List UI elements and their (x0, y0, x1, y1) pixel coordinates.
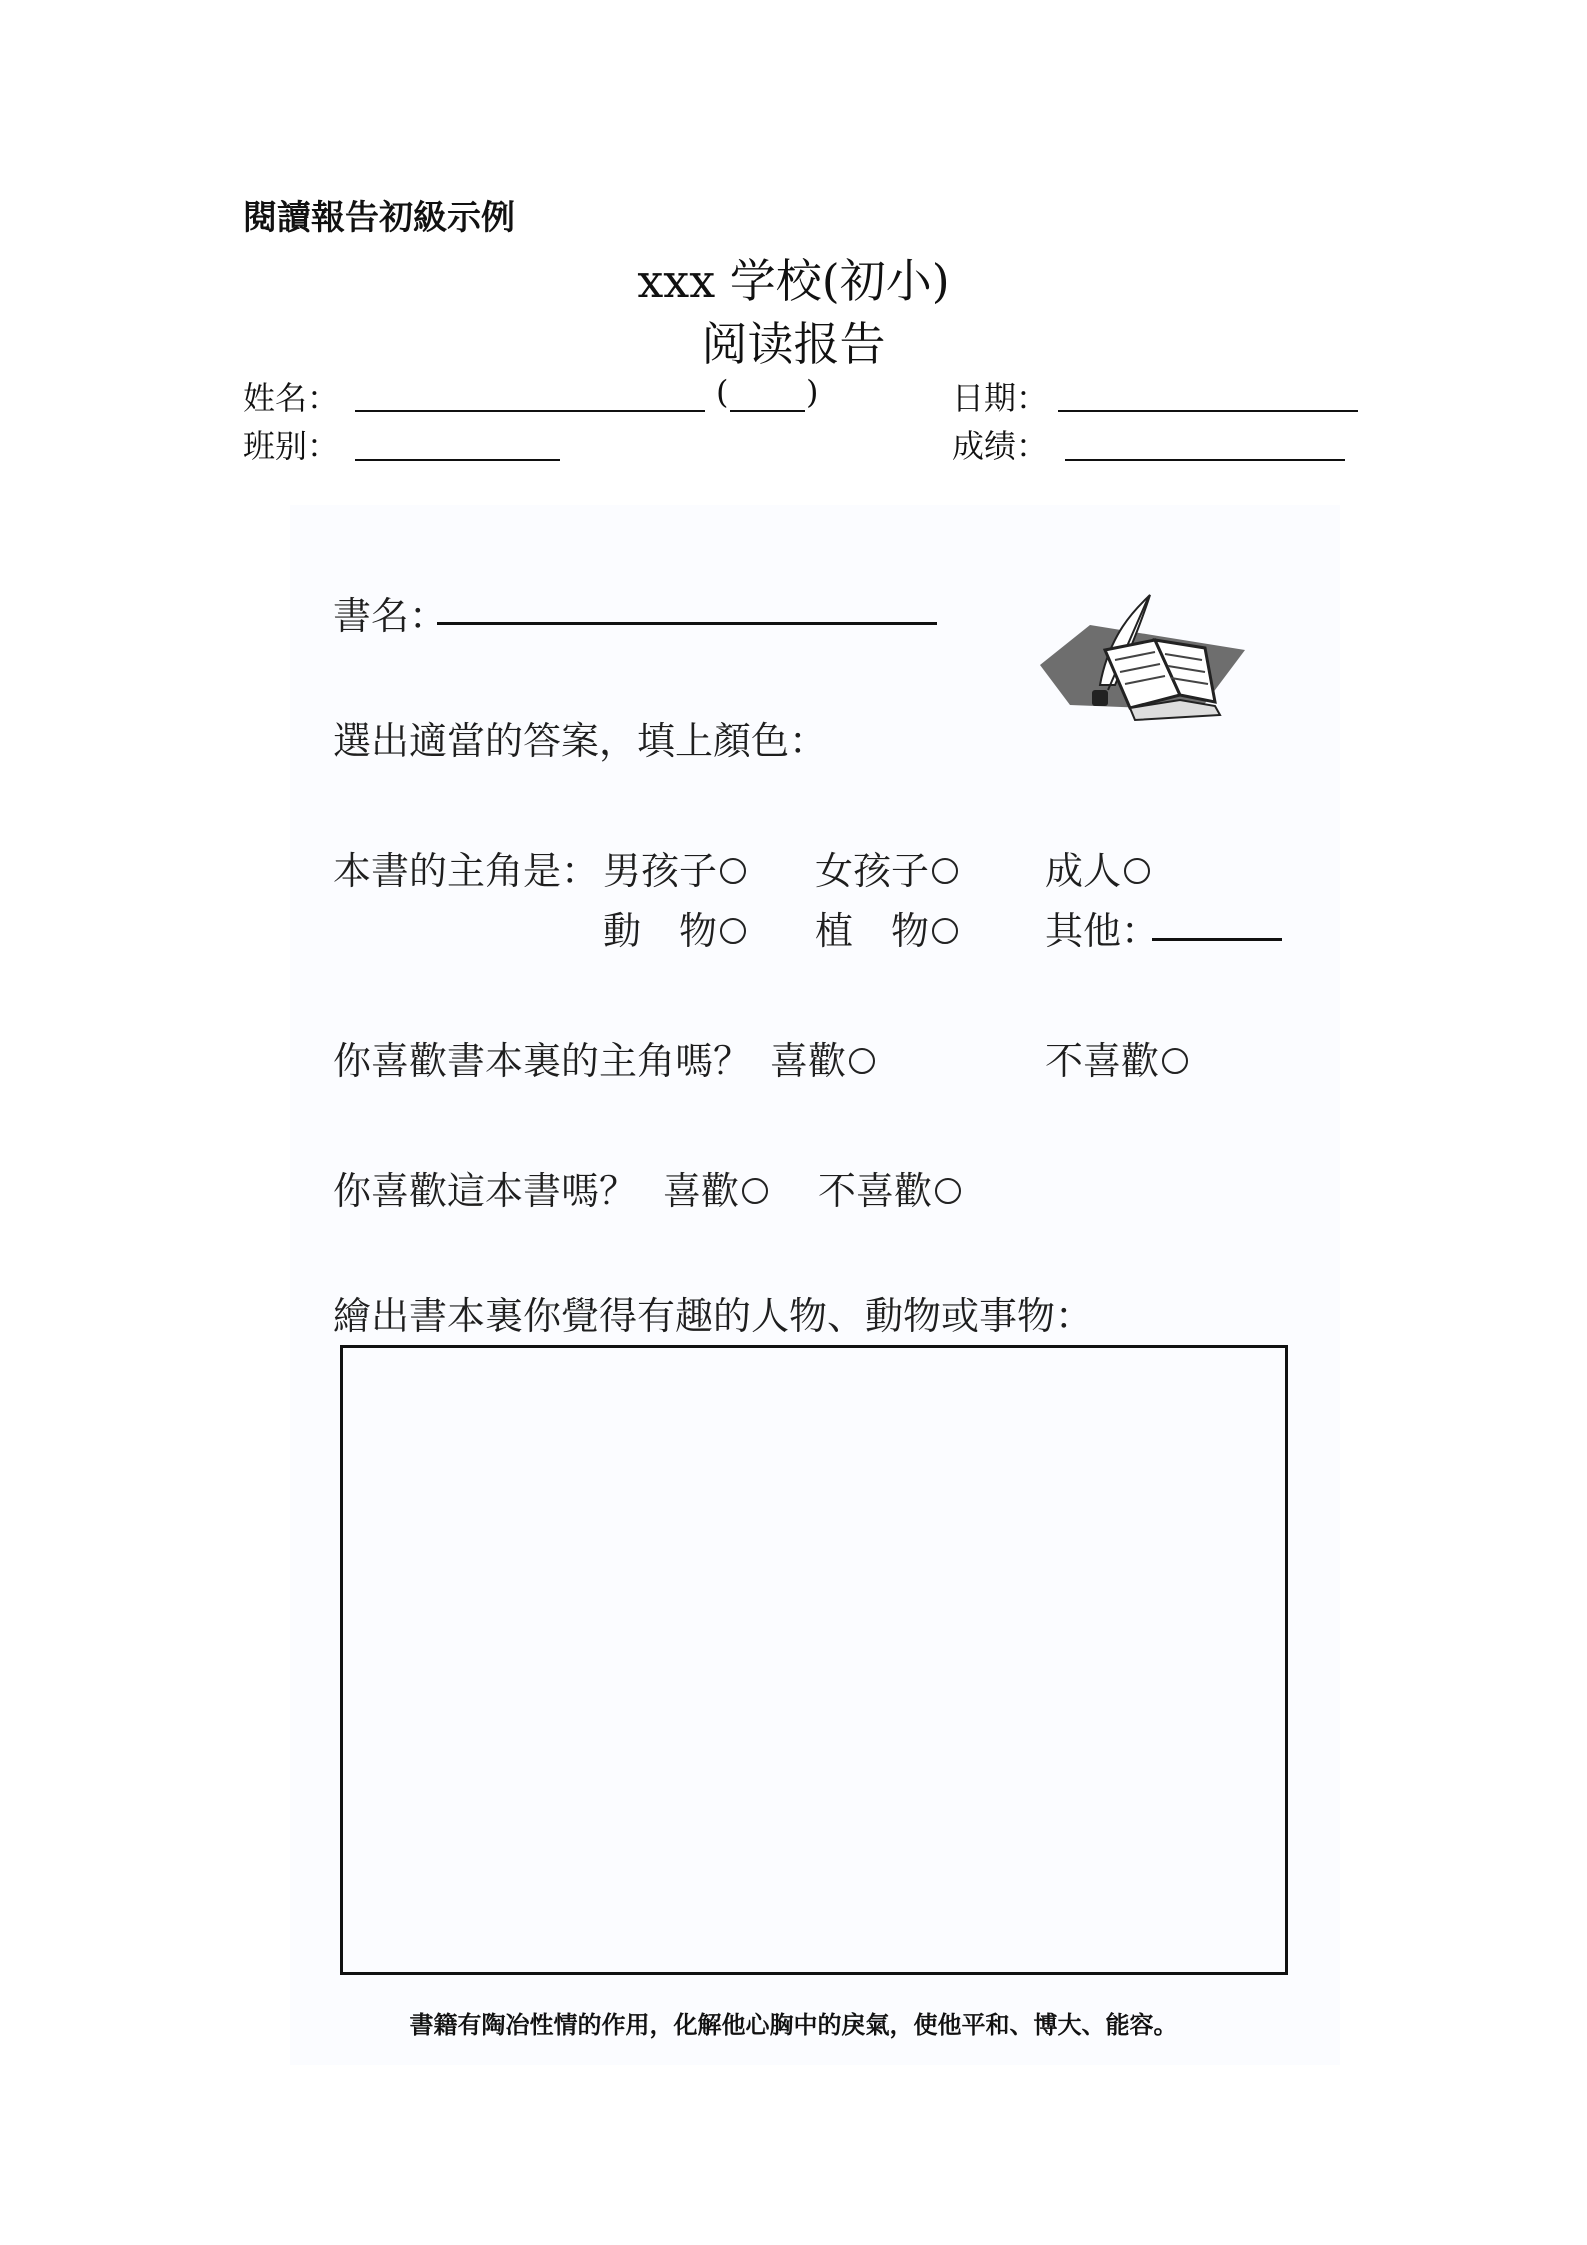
q1-option-girl-circle[interactable] (932, 858, 958, 884)
q1-option-adult-label: 成人 (1045, 849, 1122, 893)
q1-other-field[interactable] (1152, 938, 1282, 941)
paren-close: ) (806, 373, 819, 411)
q1-option-plant[interactable] (815, 900, 958, 955)
q1-option-animal[interactable] (603, 900, 746, 955)
book-name-field[interactable] (437, 622, 937, 625)
footer-quote: 書籍有陶冶性情的作用，化解他心胸中的戾氣，使他平和、博大、能容。 (409, 2011, 1178, 2039)
q1-other-label: 其他： (1045, 909, 1160, 953)
q2-option-dislike-label: 不喜歡 (1045, 1039, 1160, 1083)
q1-option-animal-circle[interactable] (720, 918, 746, 944)
q1-option-boy[interactable] (603, 840, 746, 895)
q1-option-boy-circle[interactable] (720, 858, 746, 884)
date-label: 日期： (952, 379, 1049, 417)
q3-option-dislike[interactable] (818, 1160, 961, 1215)
drawing-area[interactable] (340, 1345, 1288, 1975)
q3-option-dislike-label: 不喜歡 (818, 1169, 933, 1213)
book-quill-icon (1030, 590, 1250, 740)
draw-prompt: 繪出書本裏你覺得有趣的人物、動物或事物： (333, 1294, 1094, 1338)
q3-option-like-label: 喜歡 (663, 1169, 740, 1213)
instruction-text: 選出適當的答案，填上顏色： (333, 719, 828, 763)
document-label: 閱讀報告初級示例 (243, 198, 515, 238)
q2-option-like-label: 喜歡 (770, 1039, 847, 1083)
paren-open: ( (716, 373, 729, 411)
q3-label: 你喜歡這本書嗎？ (333, 1169, 638, 1213)
book-name-label: 書名： (333, 594, 448, 638)
score-label: 成绩： (952, 427, 1049, 465)
q1-option-adult[interactable] (1045, 840, 1150, 895)
class-number-field[interactable] (730, 410, 805, 412)
school-title: xxx 学校(初小) (637, 254, 950, 308)
q3-option-like-circle[interactable] (742, 1178, 768, 1204)
q2-label: 你喜歡書本裏的主角嗎？ (333, 1039, 752, 1083)
report-title: 阅读报告 (701, 317, 886, 371)
q2-option-like-circle[interactable] (849, 1048, 875, 1074)
q1-option-girl-label: 女孩子 (815, 849, 930, 893)
q1-label: 本書的主角是： (333, 849, 600, 893)
q1-option-adult-circle[interactable] (1124, 858, 1150, 884)
q1-option-girl[interactable] (815, 840, 958, 895)
q2-option-dislike[interactable] (1045, 1030, 1188, 1085)
q3-option-like[interactable] (663, 1160, 768, 1215)
q2-option-like[interactable] (770, 1030, 875, 1085)
score-field[interactable] (1065, 459, 1345, 461)
class-field[interactable] (355, 459, 560, 461)
q1-option-animal-label: 動 物 (603, 909, 718, 953)
class-label: 班别： (243, 427, 340, 465)
name-label: 姓名： (243, 379, 340, 417)
date-field[interactable] (1058, 410, 1358, 412)
q3-option-dislike-circle[interactable] (935, 1178, 961, 1204)
q2-option-dislike-circle[interactable] (1162, 1048, 1188, 1074)
q1-option-boy-label: 男孩子 (603, 849, 718, 893)
q1-option-plant-label: 植 物 (815, 909, 930, 953)
name-field[interactable] (355, 410, 705, 412)
q1-option-plant-circle[interactable] (932, 918, 958, 944)
